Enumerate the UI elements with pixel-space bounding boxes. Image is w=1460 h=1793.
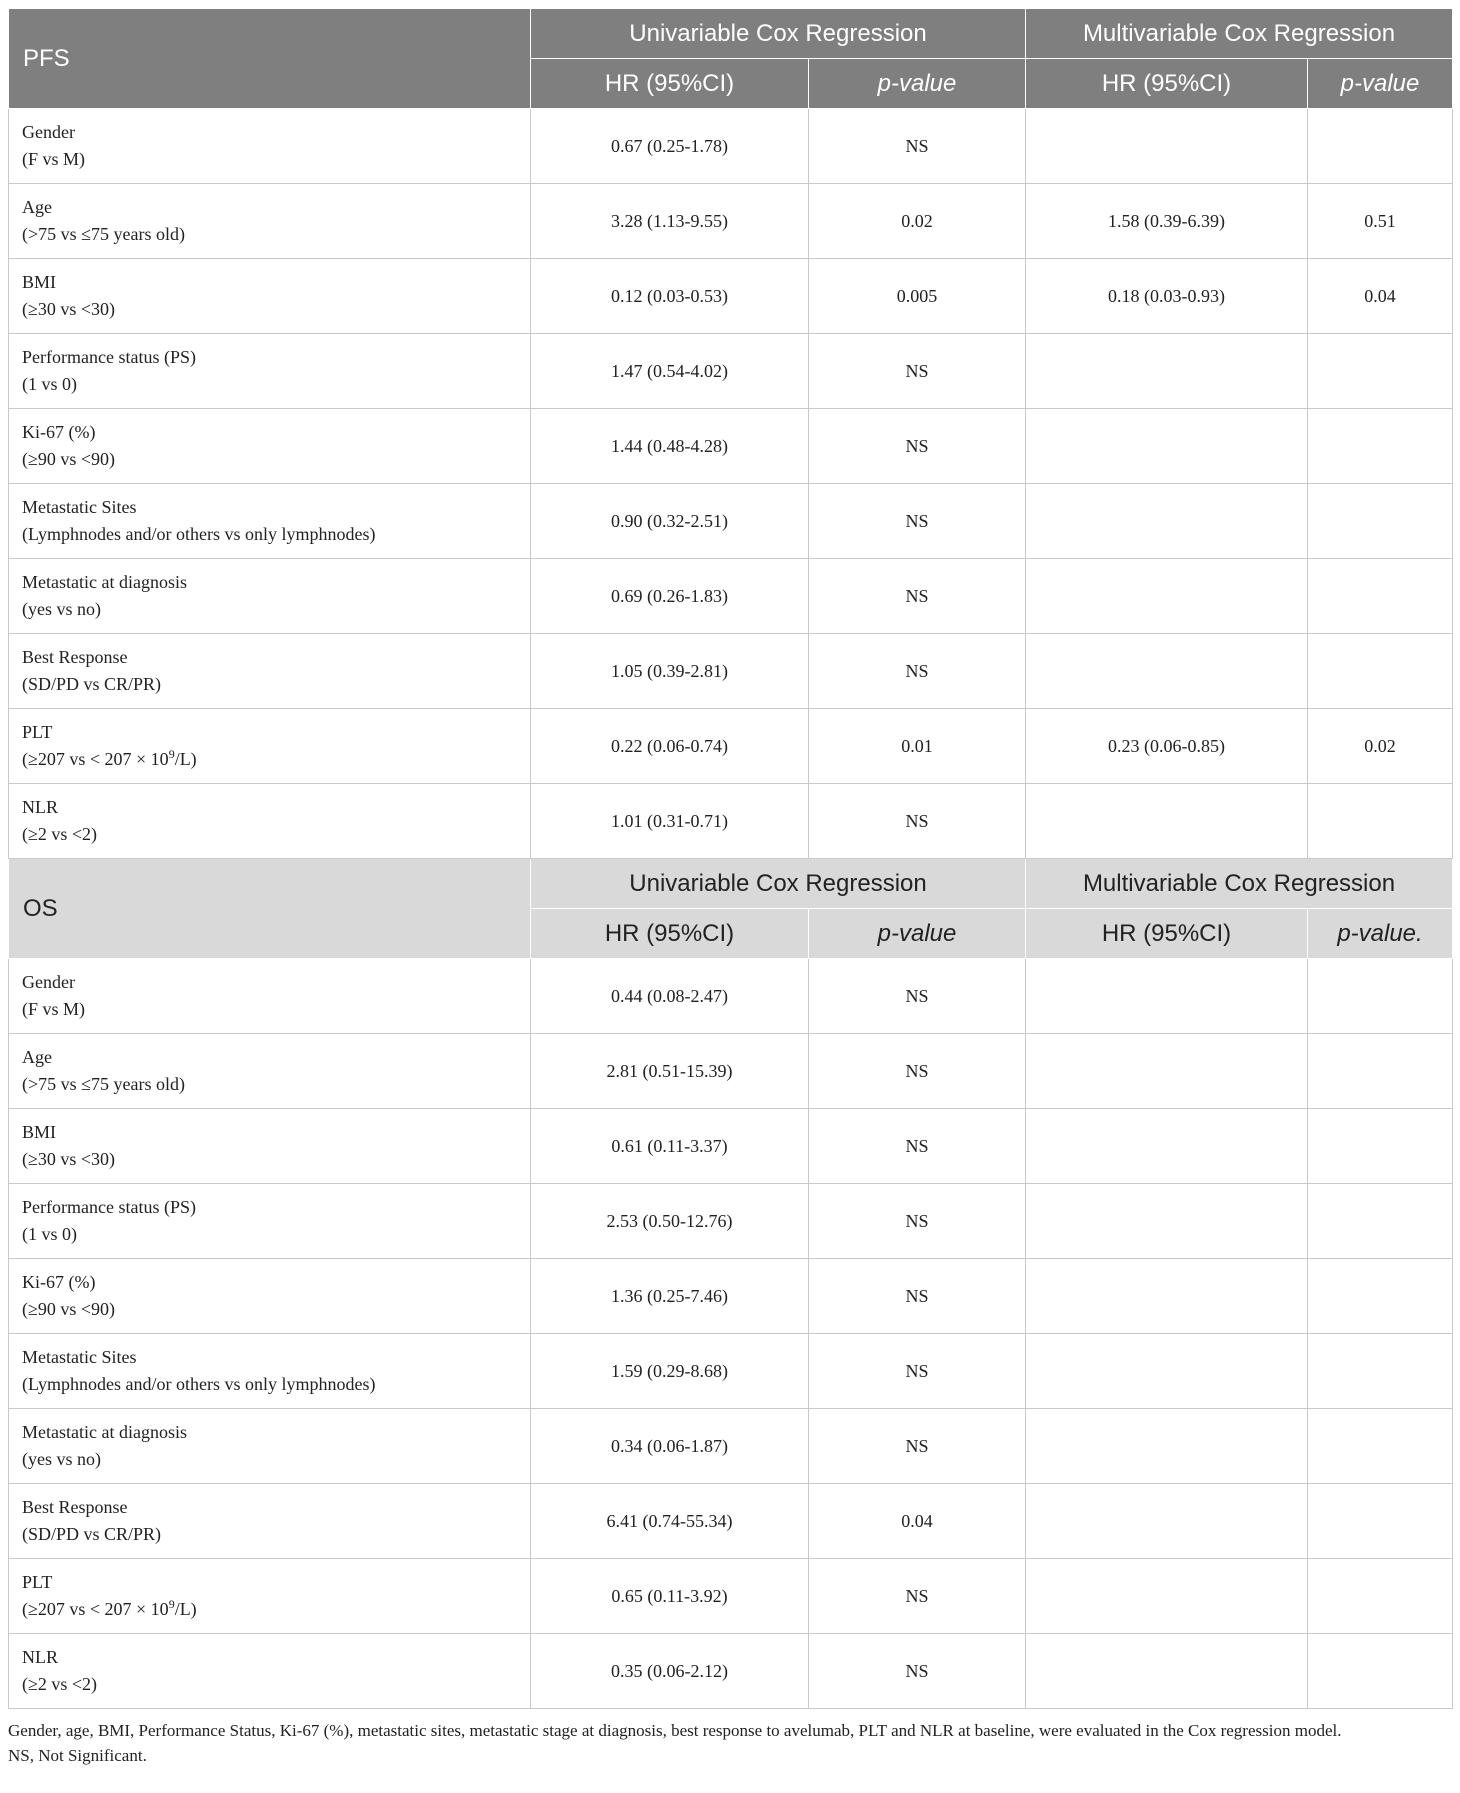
multivariable-p-cell [1308, 1259, 1453, 1334]
univariable-hr-cell: 0.35 (0.06-2.12) [531, 1634, 809, 1709]
univariable-p-cell: 0.04 [809, 1484, 1026, 1559]
multivariable-p-cell [1308, 959, 1453, 1034]
variable-comparison: (≥90 vs <90) [22, 449, 116, 469]
univariable-hr-cell: 0.69 (0.26-1.83) [531, 559, 809, 634]
variable-cell [9, 1334, 531, 1409]
os-multi-hr-header: HR (95%CI) [1026, 909, 1308, 959]
multivariable-hr-cell [1026, 109, 1308, 184]
variable-cell [9, 109, 531, 184]
variable-comparison: (yes vs no) [22, 599, 101, 619]
variable-comparison [22, 1596, 530, 1623]
table-row [9, 559, 1453, 634]
table-row [9, 634, 1453, 709]
variable-comparison: (>75 vs ≤75 years old) [22, 224, 186, 244]
univariable-hr-cell: 0.61 (0.11-3.37) [531, 1109, 809, 1184]
multivariable-hr-cell [1026, 1334, 1308, 1409]
os-multivariable-header: Multivariable Cox Regression [1026, 859, 1453, 909]
comparison-superscript: 9 [168, 1597, 175, 1611]
univariable-p-cell: NS [809, 634, 1026, 709]
multivariable-hr-cell [1026, 559, 1308, 634]
univariable-hr-cell: 0.67 (0.25-1.78) [531, 109, 809, 184]
univariable-hr-cell: 0.90 (0.32-2.51) [531, 484, 809, 559]
multivariable-p-cell [1308, 484, 1453, 559]
multivariable-hr-cell [1026, 1184, 1308, 1259]
univariable-p-cell: 0.005 [809, 259, 1026, 334]
variable-comparison: (SD/PD vs CR/PR) [22, 1524, 162, 1544]
multivariable-p-cell [1308, 1559, 1453, 1634]
pfs-multivariable-header: Multivariable Cox Regression [1026, 9, 1453, 59]
variable-cell [9, 1184, 531, 1259]
univariable-hr-cell: 1.59 (0.29-8.68) [531, 1334, 809, 1409]
variable-cell [9, 1034, 531, 1109]
table-row [9, 1559, 1453, 1634]
multivariable-p-cell [1308, 634, 1453, 709]
variable-name: NLR [22, 797, 58, 817]
multivariable-hr-cell [1026, 1634, 1308, 1709]
univariable-p-cell: NS [809, 1334, 1026, 1409]
univariable-hr-cell: 0.22 (0.06-0.74) [531, 709, 809, 784]
variable-name: BMI [22, 1122, 57, 1142]
variable-name: Ki-67 (%) [22, 422, 96, 442]
multivariable-p-cell [1308, 1109, 1453, 1184]
univariable-p-cell: NS [809, 1034, 1026, 1109]
multivariable-p-cell [1308, 1634, 1453, 1709]
table-row [9, 959, 1453, 1034]
variable-comparison: (yes vs no) [22, 1449, 101, 1469]
univariable-hr-cell: 0.65 (0.11-3.92) [531, 1559, 809, 1634]
variable-cell [9, 784, 531, 859]
multivariable-hr-cell [1026, 334, 1308, 409]
comparison-superscript: 9 [168, 747, 175, 761]
multivariable-p-cell: 0.02 [1308, 709, 1453, 784]
multivariable-p-cell [1308, 1184, 1453, 1259]
multivariable-p-cell: 0.04 [1308, 259, 1453, 334]
variable-cell [9, 1109, 531, 1184]
multivariable-hr-cell [1026, 634, 1308, 709]
variable-comparison: (F vs M) [22, 999, 86, 1019]
variable-name: Performance status (PS) [22, 347, 196, 367]
variable-comparison: (1 vs 0) [22, 374, 77, 394]
multivariable-hr-cell [1026, 1259, 1308, 1334]
multivariable-hr-cell [1026, 409, 1308, 484]
variable-name: BMI [22, 272, 57, 292]
univariable-hr-cell: 2.81 (0.51-15.39) [531, 1034, 809, 1109]
variable-comparison: (SD/PD vs CR/PR) [22, 674, 162, 694]
variable-name: Age [22, 197, 52, 217]
variable-name: Gender [22, 972, 75, 992]
multivariable-hr-cell: 0.18 (0.03-0.93) [1026, 259, 1308, 334]
univariable-hr-cell: 0.44 (0.08-2.47) [531, 959, 809, 1034]
univariable-p-cell: NS [809, 1109, 1026, 1184]
comparison-tail: /L) [174, 749, 197, 769]
table-row [9, 784, 1453, 859]
pfs-header-row [9, 9, 1453, 59]
footnote-line-1: Gender, age, BMI, Performance Status, Ki-67 (%), metastatic sites, metastatic stage at diagnosis, best response to avelumab, PLT and NLR at baseline, were evaluated in the Cox regression model. [8, 1721, 1342, 1740]
variable-name: Metastatic at diagnosis [22, 1422, 187, 1442]
univariable-p-cell: NS [809, 784, 1026, 859]
variable-name: PLT [22, 722, 53, 742]
univariable-p-cell: NS [809, 334, 1026, 409]
pfs-section-label: PFS [9, 9, 531, 109]
variable-cell [9, 1484, 531, 1559]
variable-cell [9, 184, 531, 259]
univariable-p-cell: NS [809, 1184, 1026, 1259]
variable-comparison: (≥30 vs <30) [22, 299, 116, 319]
univariable-p-cell: NS [809, 409, 1026, 484]
pfs-uni-p-header: p-value [809, 59, 1026, 109]
footnote-line-2: NS, Not Significant. [8, 1746, 147, 1765]
variable-cell [9, 959, 531, 1034]
variable-comparison: (1 vs 0) [22, 1224, 77, 1244]
multivariable-hr-cell [1026, 1559, 1308, 1634]
multivariable-hr-cell [1026, 1034, 1308, 1109]
os-uni-hr-header: HR (95%CI) [531, 909, 809, 959]
univariable-p-cell: 0.01 [809, 709, 1026, 784]
univariable-p-cell: 0.02 [809, 184, 1026, 259]
variable-comparison: (≥90 vs <90) [22, 1299, 116, 1319]
multivariable-p-cell [1308, 334, 1453, 409]
variable-name: NLR [22, 1647, 58, 1667]
table-body [9, 9, 1453, 1709]
multivariable-p-cell [1308, 409, 1453, 484]
variable-cell [9, 1409, 531, 1484]
table-row [9, 1259, 1453, 1334]
variable-comparison: (F vs M) [22, 149, 86, 169]
os-section-label: OS [9, 859, 531, 959]
variable-comparison: (>75 vs ≤75 years old) [22, 1074, 186, 1094]
univariable-p-cell: NS [809, 1634, 1026, 1709]
variable-name: Age [22, 1047, 52, 1067]
table-row [9, 1334, 1453, 1409]
univariable-p-cell: NS [809, 559, 1026, 634]
variable-cell [9, 409, 531, 484]
multivariable-hr-cell: 0.23 (0.06-0.85) [1026, 709, 1308, 784]
multivariable-p-cell [1308, 1409, 1453, 1484]
variable-name: Metastatic Sites [22, 1347, 137, 1367]
cox-regression-table [8, 8, 1453, 1709]
table-row [9, 109, 1453, 184]
univariable-hr-cell: 0.34 (0.06-1.87) [531, 1409, 809, 1484]
os-multi-p-header: p-value. [1308, 909, 1453, 959]
table-row [9, 409, 1453, 484]
variable-name: Ki-67 (%) [22, 1272, 96, 1292]
os-uni-p-header: p-value [809, 909, 1026, 959]
table-footnote [8, 1718, 1452, 1768]
multivariable-hr-cell [1026, 1484, 1308, 1559]
os-header-row [9, 859, 1453, 909]
table-row [9, 1184, 1453, 1259]
univariable-p-cell: NS [809, 1259, 1026, 1334]
univariable-hr-cell: 1.05 (0.39-2.81) [531, 634, 809, 709]
variable-comparison: (≥30 vs <30) [22, 1149, 116, 1169]
table-row [9, 1484, 1453, 1559]
table-row [9, 259, 1453, 334]
variable-cell [9, 1559, 531, 1634]
comparison-text: (≥207 vs < 207 × 10 [22, 1599, 169, 1619]
univariable-hr-cell: 1.47 (0.54-4.02) [531, 334, 809, 409]
univariable-p-cell: NS [809, 484, 1026, 559]
comparison-text: (≥207 vs < 207 × 10 [22, 749, 169, 769]
table-row [9, 1034, 1453, 1109]
multivariable-p-cell [1308, 1334, 1453, 1409]
variable-name: Best Response [22, 1497, 128, 1517]
univariable-hr-cell: 0.12 (0.03-0.53) [531, 259, 809, 334]
variable-cell [9, 1259, 531, 1334]
table-row [9, 709, 1453, 784]
table-row [9, 334, 1453, 409]
multivariable-p-cell [1308, 1484, 1453, 1559]
multivariable-hr-cell: 1.58 (0.39-6.39) [1026, 184, 1308, 259]
comparison-tail: /L) [174, 1599, 197, 1619]
variable-cell [9, 259, 531, 334]
variable-name: Metastatic Sites [22, 497, 137, 517]
os-univariable-header: Univariable Cox Regression [531, 859, 1026, 909]
variable-cell [9, 709, 531, 784]
multivariable-p-cell [1308, 784, 1453, 859]
variable-cell [9, 1634, 531, 1709]
multivariable-p-cell [1308, 1034, 1453, 1109]
variable-comparison: (Lymphnodes and/or others vs only lymphnodes) [22, 524, 376, 544]
multivariable-hr-cell [1026, 1409, 1308, 1484]
variable-cell [9, 559, 531, 634]
variable-name: Performance status (PS) [22, 1197, 196, 1217]
table-row [9, 1109, 1453, 1184]
variable-comparison: (≥2 vs <2) [22, 1674, 98, 1694]
pfs-multi-p-header: p-value [1308, 59, 1453, 109]
univariable-p-cell: NS [809, 1409, 1026, 1484]
variable-comparison: (≥2 vs <2) [22, 824, 98, 844]
variable-name: Gender [22, 122, 75, 142]
multivariable-hr-cell [1026, 784, 1308, 859]
variable-name: Metastatic at diagnosis [22, 572, 187, 592]
multivariable-p-cell [1308, 559, 1453, 634]
pfs-uni-hr-header: HR (95%CI) [531, 59, 809, 109]
multivariable-p-cell [1308, 109, 1453, 184]
variable-comparison: (Lymphnodes and/or others vs only lymphnodes) [22, 1374, 376, 1394]
univariable-hr-cell: 3.28 (1.13-9.55) [531, 184, 809, 259]
table-row [9, 484, 1453, 559]
univariable-hr-cell: 2.53 (0.50-12.76) [531, 1184, 809, 1259]
variable-name: PLT [22, 1572, 53, 1592]
variable-name: Best Response [22, 647, 128, 667]
variable-cell [9, 634, 531, 709]
table-row [9, 1634, 1453, 1709]
variable-cell [9, 334, 531, 409]
pfs-multi-hr-header: HR (95%CI) [1026, 59, 1308, 109]
univariable-hr-cell: 6.41 (0.74-55.34) [531, 1484, 809, 1559]
table-row [9, 184, 1453, 259]
univariable-p-cell: NS [809, 959, 1026, 1034]
multivariable-hr-cell [1026, 959, 1308, 1034]
univariable-hr-cell: 1.44 (0.48-4.28) [531, 409, 809, 484]
table-container [8, 8, 1452, 1768]
multivariable-hr-cell [1026, 1109, 1308, 1184]
table-row [9, 1409, 1453, 1484]
pfs-univariable-header: Univariable Cox Regression [531, 9, 1026, 59]
univariable-p-cell: NS [809, 109, 1026, 184]
variable-comparison [22, 746, 530, 773]
multivariable-hr-cell [1026, 484, 1308, 559]
variable-cell [9, 484, 531, 559]
multivariable-p-cell: 0.51 [1308, 184, 1453, 259]
univariable-p-cell: NS [809, 1559, 1026, 1634]
univariable-hr-cell: 1.36 (0.25-7.46) [531, 1259, 809, 1334]
univariable-hr-cell: 1.01 (0.31-0.71) [531, 784, 809, 859]
